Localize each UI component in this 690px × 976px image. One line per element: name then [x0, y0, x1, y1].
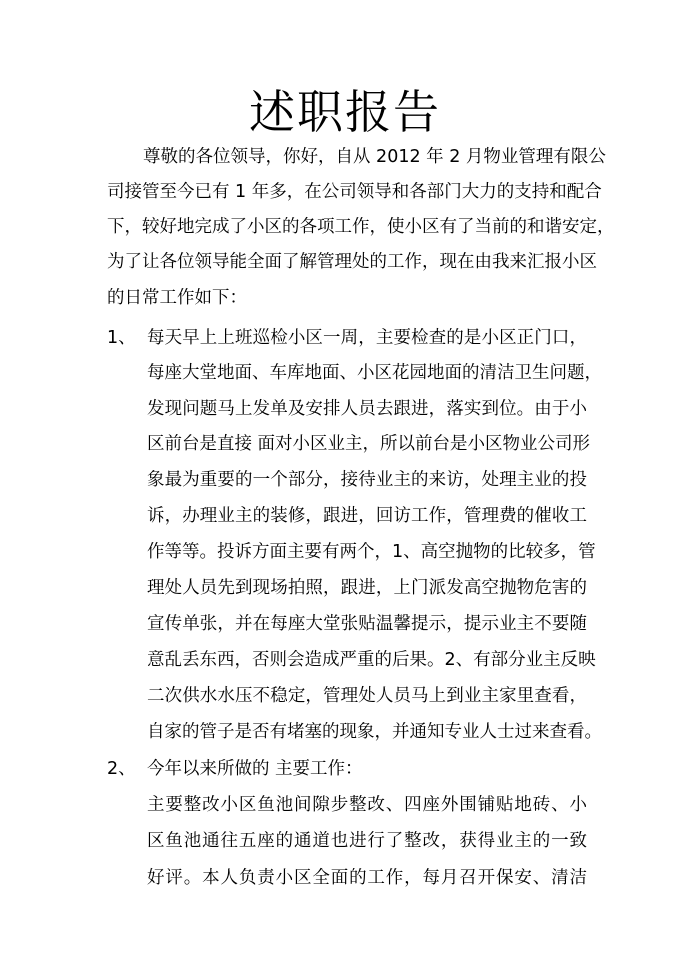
- item-line: 今年以来所做的 主要工作：: [147, 759, 363, 779]
- item-line: 自家的管子是否有堵塞的现象，并通知专业人士过来查看。: [147, 722, 602, 742]
- item-line: 主要整改小区鱼池间隙步整改、四座外围铺贴地砖、小: [147, 795, 587, 815]
- item-line: 区鱼池通往五座的通道也进行了整改，获得业主的一致: [147, 831, 587, 851]
- item-line: 发现问题马上发单及安排人员去跟进，落实到位。由于小: [147, 399, 587, 419]
- item-line: 作等等。投诉方面主要有两个，1、高空抛物的比较多，管: [147, 542, 596, 562]
- intro-line: 司接管至今已有 1 年多，在公司领导和各部门大力的支持和配合: [107, 182, 602, 202]
- intro-line: 下，较好地完成了小区的各项工作，使小区有了当前的和谐安定，: [107, 217, 615, 237]
- item-line: 宣传单张，并在每座大堂张贴温馨提示，提示业主不要随: [147, 614, 587, 634]
- intro-line: 尊敬的各位领导，你好，自从 2012 年 2 月物业管理有限公: [143, 147, 606, 167]
- intro-line: 为了让各位领导能全面了解管理处的工作，现在由我来汇报小区: [107, 252, 597, 272]
- item-line: 每座大堂地面、车库地面、小区花园地面的清洁卫生问题，: [147, 363, 602, 383]
- intro-line: 的日常工作如下：: [107, 288, 247, 308]
- item-line: 理处人员先到现场拍照，跟进，上门派发高空抛物危害的: [147, 578, 587, 598]
- item-number: 2、: [107, 759, 136, 779]
- item-line: 象最为重要的一个部分，接待业主的来访，处理主业的投: [147, 470, 587, 490]
- item-number: 1、: [107, 328, 136, 348]
- item-line: 二次供水水压不稳定，管理处人员马上到业主家里查看，: [147, 686, 587, 706]
- document-title: 述职报告: [249, 85, 441, 139]
- item-line: 意乱丢东西，否则会造成严重的后果。2、有部分业主反映: [147, 650, 596, 670]
- item-line: 每天早上上班巡检小区一周，主要检查的是小区正门口，: [147, 328, 587, 348]
- item-line: 好评。本人负责小区全面的工作，每月召开保安、清洁: [147, 868, 587, 888]
- item-line: 区前台是直接 面对小区业主，所以前台是小区物业公司形: [147, 434, 591, 454]
- item-line: 诉，办理业主的装修，跟进，回访工作，管理费的催收工: [147, 506, 587, 526]
